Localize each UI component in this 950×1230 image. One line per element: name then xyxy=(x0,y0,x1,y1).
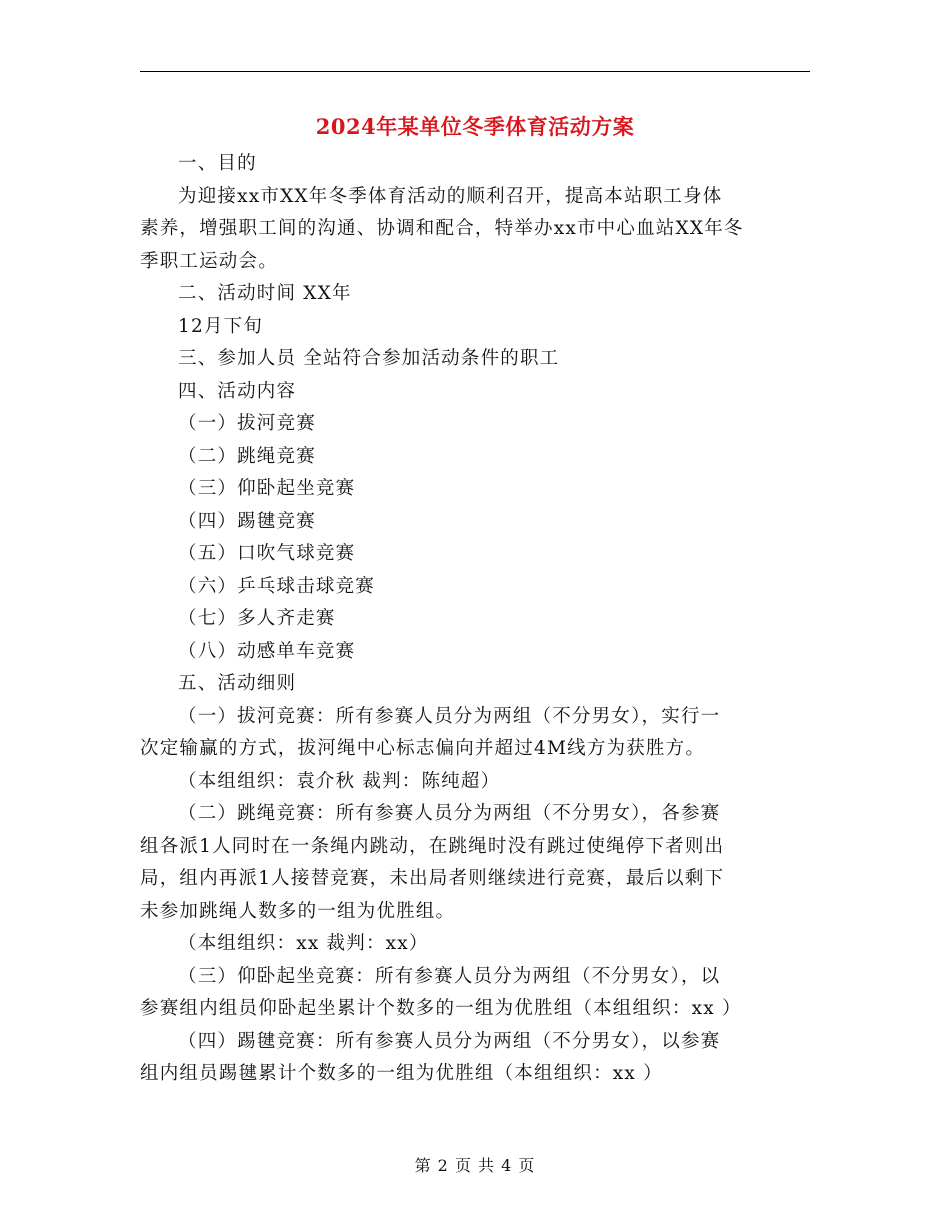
document-title: 2024年某单位冬季体育活动方案 xyxy=(315,114,635,139)
paragraph-line: 局，组内再派1人接替竞赛，未出局者则继续进行竞赛，最后以剩下 xyxy=(140,868,725,889)
paragraph-line: 未参加跳绳人数多的一组为优胜组。 xyxy=(140,900,456,922)
paragraph-line: （五）口吹气球竞赛 xyxy=(178,543,356,564)
paragraph-line: （六）乒乓球击球竞赛 xyxy=(178,575,376,597)
paragraph-line: （本组组织：xx 裁判：xx） xyxy=(178,933,429,954)
paragraph-line: 季职工运动会。 xyxy=(140,250,278,272)
paragraph-line: （七）多人齐走赛 xyxy=(178,608,336,629)
paragraph-line: 素养，增强职工间的沟通、协调和配合，特举办xx市中心血站XX年冬 xyxy=(140,218,744,239)
paragraph-line: （四）踢毽竞赛 xyxy=(178,510,316,532)
paragraph-line: （二）跳绳竞赛 xyxy=(178,445,316,467)
paragraph-line: （二）跳绳竞赛：所有参赛人员分为两组（不分男女），各参赛 xyxy=(178,803,721,824)
paragraph-line: 组各派1人同时在一条绳内跳动，在跳绳时没有跳过使绳停下者则出 xyxy=(140,835,725,857)
paragraph-line: （本组组织：袁介秋 裁判：陈纯超） xyxy=(178,770,501,792)
paragraph-line: 12月下旬 xyxy=(178,315,264,337)
paragraph-line: （三）仰卧起坐竞赛 xyxy=(178,478,356,499)
document-body xyxy=(140,148,810,1091)
page-footer: 第 2 页 共 4 页 xyxy=(414,1156,536,1175)
paragraph-line: （三）仰卧起坐竞赛：所有参赛人员分为两组（不分男女），以 xyxy=(178,965,721,987)
paragraph-line: 参赛组内组员仰卧起坐累计个数多的一组为优胜组（本组组织：xx ） xyxy=(140,998,742,1019)
header-rule xyxy=(140,71,810,72)
paragraph-line: 组内组员踢毽累计个数多的一组为优胜组（本组组织：xx ） xyxy=(140,1063,663,1084)
paragraph-line: 二、活动时间 XX年 xyxy=(178,283,352,304)
paragraph-line: （一）拔河竞赛：所有参赛人员分为两组（不分男女），实行一 xyxy=(178,705,721,727)
paragraph-line: 三、参加人员 全站符合参加活动条件的职工 xyxy=(178,348,560,369)
paragraph-line: （八）动感单车竞赛 xyxy=(178,640,356,662)
paragraph-line: 次定输赢的方式，拔河绳中心标志偏向并超过4M线方为获胜方。 xyxy=(140,738,706,759)
paragraph-line: （四）踢毽竞赛：所有参赛人员分为两组（不分男女），以参赛 xyxy=(178,1030,721,1052)
paragraph-line: 五、活动细则 xyxy=(178,673,297,694)
paragraph-line: 四、活动内容 xyxy=(178,380,297,402)
paragraph-line: 一、目的 xyxy=(178,153,257,174)
paragraph-line: 为迎接xx市XX年冬季体育活动的顺利召开，提高本站职工身体 xyxy=(178,185,723,207)
paragraph-line: （一）拔河竞赛 xyxy=(178,413,316,434)
